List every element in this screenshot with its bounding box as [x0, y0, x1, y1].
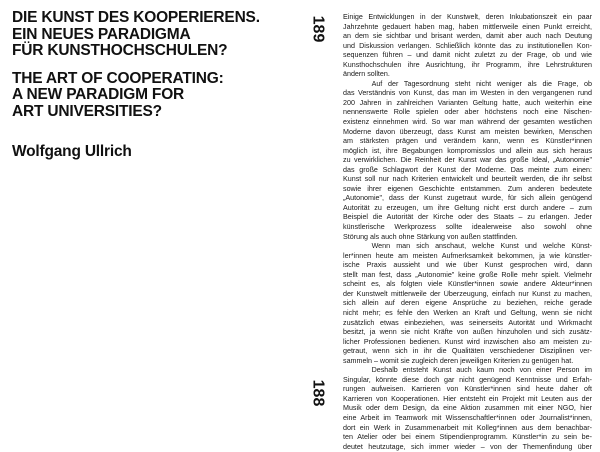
body-text-line: scheint es, als folgten viele Künstler*innen sowie andere Akteur*innen — [343, 280, 592, 289]
body-text-line: ändern sollten. — [343, 70, 390, 79]
body-text-line: dort ein Werk in Zusammenarbeit mit Kolleg*innen aus dem benachbar- — [343, 423, 592, 432]
body-text-line: licher Professionen bedienen. Kunst wird inzwischen also am meisten zu- — [343, 337, 592, 346]
body-text-line: getraut, wenn sich in ihr die Qualitäten verschiedener Disziplinen ver- — [343, 347, 592, 356]
body-text-line: sequenzen führen – und damit nicht zuletzt zu der Frage, ob und wie — [343, 51, 592, 60]
body-text — [343, 13, 592, 452]
body-text-line: ler*innen heute am meisten Aufmerksamkeit bekommen, ja wie künstler- — [343, 251, 592, 260]
body-text-line: sich allein auf deren eigene Ansprüche zu beziehen, reiche gerade — [343, 299, 592, 308]
body-text-line: ten Atelier oder bei einem Stipendienprogramm. Künstler*in zu sein be- — [343, 433, 592, 442]
body-text-line: existenz einnehmen wird. So war man während der gesamten westlichen — [343, 118, 592, 127]
body-text-line: deutet heutzutage, sich immer wieder – von der Themenfindung über — [343, 442, 592, 451]
body-text-line: Jahrzehnte gedauert haben mag, haben mittlerweile einen Punkt erreicht, — [343, 22, 592, 31]
body-text-line: zu verwirklichen. Die Reinheit der Kunst war das große Ideal, „Autonomie" — [343, 156, 592, 165]
body-text-line: Moderne davon überzeugt, dass Kunst am meisten bewirken, Menschen — [343, 127, 592, 136]
body-text-line: das große Schlagwort der Kunst der Moderne. Das meinte zum einen: — [343, 165, 592, 174]
body-text-line: nennenswerte Rolle spielen oder aber höchstens noch eine Nischen- — [343, 108, 592, 117]
body-text-line: Störung als auch ohne Stärkung von außen stattfinden. — [343, 232, 518, 241]
body-text-line: stellt man fest, dass „Autonomie" keine große Rolle mehr spielt. Vielmehr — [343, 270, 592, 279]
body-text-line: 200 Jahren in zahlreichen Varianten Geltung hatte, auch weiterhin eine — [343, 98, 592, 107]
body-text-line: Kunst soll nur nach Kriterien entwickelt und beurteilt werden, die ihr selbst — [343, 175, 592, 184]
title-english-line: A NEW PARADIGM FOR — [12, 86, 185, 103]
body-text-line: eine Arbeit im Teamwork mit Wissenschaftler*innen oder Journalist*innen, — [343, 413, 592, 422]
body-text-line: Autorität zu erzeugen, um ihre Geltung nicht erst durch andere – zum — [343, 203, 592, 212]
body-text-line: der Kunstwelt mittlerweile der Überzeugung, einfach nur Kunst zu machen, — [343, 289, 592, 298]
body-text-line: rungen aufweisen. Karrieren von Künstler*innen sind heute daher oft — [343, 385, 592, 394]
body-text-line: Auf der Tagesordnung steht nicht weniger als die Frage, ob — [343, 79, 592, 88]
title-english-line: ART UNIVERSITIES? — [12, 102, 162, 120]
body-text-line: zusätzlich etwas einbeziehen, was seinerseits Autorität und Wirkmacht — [343, 318, 592, 327]
body-text-line: Einige Entwicklungen in der Kunstwelt, deren Inkubationszeit ein paar — [343, 13, 592, 21]
body-text-line: Deshalb entsteht Kunst auch kaum noch von einer Person im — [343, 366, 592, 375]
body-text-line: künstlerische Werkprozess sollte idealerweise also sowohl ohne — [343, 223, 592, 232]
page-number-left: 188 — [309, 379, 327, 407]
title-english — [12, 71, 312, 121]
body-text-line: sammeln – womit sie zugleich deren jeweiligen Kriterien zu genügen hat. — [343, 356, 574, 365]
body-text-line: möglich ist, ihre Begabungen kompromisslos und allein aus sich heraus — [343, 146, 592, 155]
body-text-line: Beispiel die Autorität der Kirche oder des Staats – zu erlangen. Jeder — [343, 213, 592, 222]
body-text-line: Kunsthochschulen ihre Ausrichtung, ihr Programm, ihre Lehrstrukturen — [343, 60, 592, 69]
body-text-line: besitzt, ja wenn sie nicht Kräfte von außen hinzuholen und sich zusätz- — [343, 328, 592, 337]
body-text-line: Singular, könnte diese doch gar nicht genügend Kenntnisse und Erfah- — [343, 375, 592, 384]
body-text-line: Musik oder dem Design, da eine Aktion zusammen mit einer NGO, hier — [343, 404, 592, 413]
title-german-line: EIN NEUES PARADIGMA — [12, 25, 191, 43]
body-text-line: sowie ihrer eigenen Geschichte entstammen. Zum anderen bedeutete — [343, 184, 592, 193]
body-text-line: Karrieren von Kooperationen. Hier entsteht ein Projekt mit Leuten aus der — [343, 394, 592, 403]
title-german — [12, 10, 312, 60]
title-block — [12, 10, 312, 120]
title-german-line: DIE KUNST DES KOOPERIERENS. — [12, 9, 260, 26]
title-german-line: FÜR KUNSTHOCHSCHULEN? — [12, 42, 228, 59]
body-text-line: „Autonomie", dass der Kunst zugetraut wurde, für sich allein genügend — [343, 194, 592, 203]
body-text-line: und Diskussion verlangen. Schließlich könnte das zu institutionellen Kon- — [343, 41, 592, 50]
body-text-line: am stärksten prägen und verändern kann, wenn es Künstler*innen — [343, 137, 592, 146]
body-text-line: das Verständnis von Kunst, das man im Westen in den vergangenen rund — [343, 89, 592, 98]
author-name: Wolfgang Ullrich — [12, 143, 132, 160]
title-english-line: THE ART OF COOPERATING: — [12, 69, 224, 87]
body-text-line: Wenn man sich anschaut, welche Kunst und welche Künst- — [343, 242, 592, 251]
page-number-right: 189 — [309, 15, 327, 43]
body-text-line: nicht mehr; es fehle den Werken an Kraft und Geltung, wenn sie nicht — [343, 308, 592, 317]
body-text-line: ische Praxis aussieht und wie über Kunst gesprochen wird, dann — [343, 261, 592, 270]
body-text-line: an dem sie sichtbar und brisant werden, damit aber auch nach Deutung — [343, 32, 592, 41]
